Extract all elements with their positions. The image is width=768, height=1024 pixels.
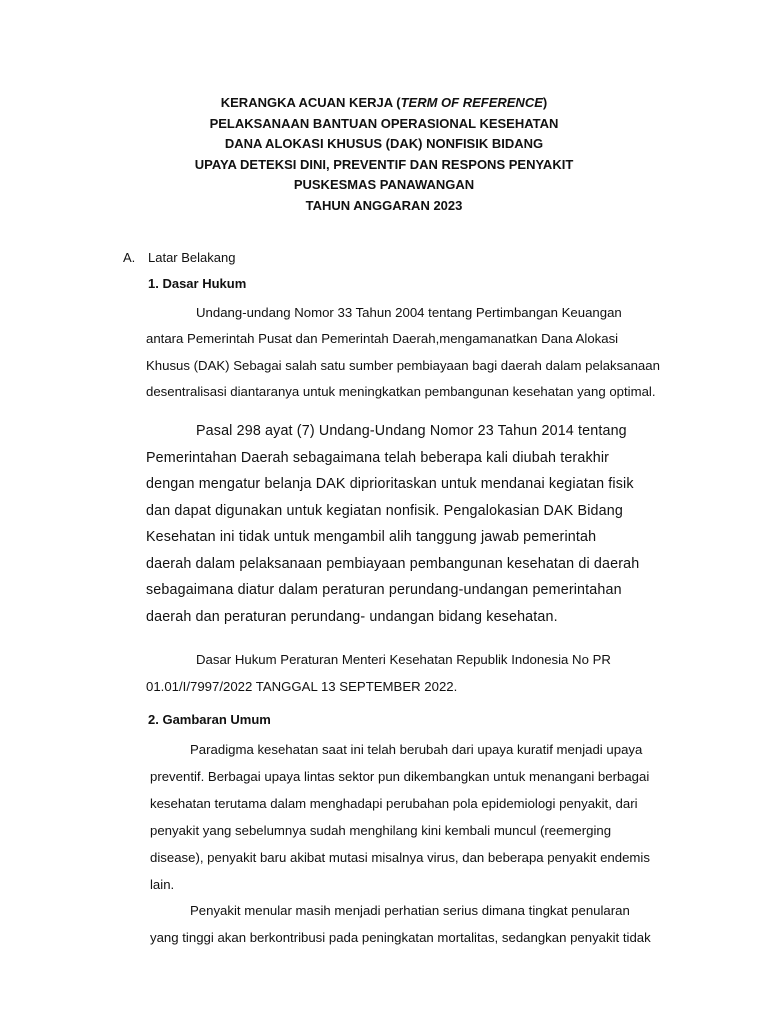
paragraph-line: daerah dalam pelaksanaan pembiayaan pembangunan kesehatan di daerah (146, 555, 640, 572)
paragraph-line: Kesehatan ini tidak untuk mengambil alih tanggung jawab pemerintah (146, 529, 597, 545)
paragraph-gambaran-umum-2 (150, 897, 695, 951)
title-line-4: UPAYA DETEKSI DINI, PREVENTIF DAN RESPONS PENYAKIT (194, 156, 574, 172)
paragraph-line: desentralisasi diantaranya untuk meningkatkan pembangunan kesehatan yang optimal. (146, 383, 656, 399)
document-title (0, 93, 768, 216)
subsection-2-heading: 2. Gambaran Umum (148, 712, 271, 727)
paragraph-line: Pasal 298 ayat (7) Undang-Undang Nomor 23 Tahun 2014 tentang (196, 423, 627, 439)
paragraph-line: disease), penyakit baru akibat mutasi misalnya virus, dan beberapa penyakit endemis (150, 850, 650, 865)
section-a-heading: Latar Belakang (148, 250, 236, 265)
paragraph-line: lain. (150, 877, 175, 892)
paragraph-line: kesehatan terutama dalam menghadapi perubahan pola epidemiologi penyakit, dari (150, 796, 638, 811)
title-line-6: TAHUN ANGGARAN 2023 (305, 197, 463, 213)
paragraph-line: Pemerintahan Daerah sebagaimana telah beberapa kali diubah terakhir (146, 449, 610, 466)
paragraph-line: 01.01/I/7997/2022 TANGGAL 13 SEPTEMBER 2022. (146, 678, 458, 694)
paragraph-line: dan dapat digunakan untuk kegiatan nonfisik. Pengalokasian DAK Bidang (146, 502, 623, 519)
paragraph-dasar-hukum-1 (146, 300, 695, 405)
paragraph-line: preventif. Berbagai upaya lintas sektor pun dikembangkan untuk menangani berbagai (150, 769, 650, 784)
paragraph-line: penyakit yang sebelumnya sudah menghilang kini kembali muncul (reemerging (150, 823, 612, 838)
title-line-5: PUSKESMAS PANAWANGAN (293, 177, 475, 192)
title-line-1-post: ) (542, 95, 548, 110)
paragraph-line: Dasar Hukum Peraturan Menteri Kesehatan Republik Indonesia No PR (196, 652, 611, 667)
paragraph-line: dengan mengatur belanja DAK diprioritaskan untuk mendanai kegiatan fisik (146, 476, 634, 492)
paragraph-line: antara Pemerintah Pusat dan Pemerintah Daerah,mengamanatkan Dana Alokasi (146, 331, 619, 347)
title-line-1-italic: TERM OF REFERENCE (400, 95, 543, 110)
paragraph-dasar-hukum-3 (146, 647, 695, 700)
paragraph-line: daerah dan peraturan perundang- undangan bidang kesehatan. (146, 608, 558, 625)
paragraph-line: Paradigma kesehatan saat ini telah berubah dari upaya kuratif menjadi upaya (190, 742, 643, 757)
paragraph-line: sebagaimana diatur dalam peraturan perundang-undangan pemerintahan (146, 582, 622, 598)
paragraph-dasar-hukum-2 (146, 418, 695, 630)
title-line-1-pre: KERANGKA ACUAN KERJA ( (220, 95, 401, 110)
subsection-1-heading: 1. Dasar Hukum (148, 276, 247, 291)
paragraph-line: yang tinggi akan berkontribusi pada peningkatan mortalitas, sedangkan penyakit tidak (150, 930, 651, 945)
paragraph-gambaran-umum-1 (150, 736, 695, 898)
section-a-letter: A. (123, 250, 136, 265)
title-line-3: DANA ALOKASI KHUSUS (DAK) NONFISIK BIDANG (224, 136, 544, 151)
paragraph-line: Khusus (DAK) Sebagai salah satu sumber pembiayaan bagi daerah dalam pelaksanaan (146, 357, 660, 373)
paragraph-line: Undang-undang Nomor 33 Tahun 2004 tentang Pertimbangan Keuangan (196, 305, 622, 320)
paragraph-line: Penyakit menular masih menjadi perhatian serius dimana tingkat penularan (190, 903, 630, 918)
title-line-2: PELAKSANAAN BANTUAN OPERASIONAL KESEHATAN (209, 115, 559, 131)
title-line-1 (0, 93, 768, 114)
